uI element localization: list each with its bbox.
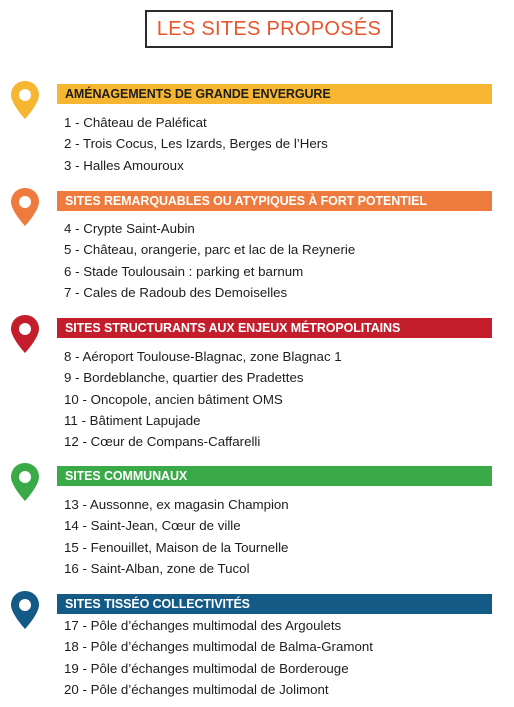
list-item: 2 - Trois Cocus, Les Izards, Berges de l’Hers <box>64 136 328 152</box>
list-item: 10 - Oncopole, ancien bâtiment OMS <box>64 391 283 407</box>
list-item: 17 - Pôle d’échanges multimodal des Argoulets <box>64 618 342 633</box>
page-title: LES SITES PROPOSÉS <box>156 17 382 40</box>
list-item: 15 - Fenouillet, Maison de la Tournelle <box>64 539 289 555</box>
section-band <box>57 594 492 614</box>
list-item: 4 - Crypte Saint-Aubin <box>64 221 195 236</box>
list-item: 14 - Saint-Jean, Cœur de ville <box>64 518 241 534</box>
list-item: 8 - Aéroport Toulouse-Blagnac, zone Blagnac 1 <box>64 349 342 364</box>
section-band <box>57 191 492 211</box>
map-pin-icon <box>9 187 41 227</box>
list-item: 11 - Bâtiment Lapujade <box>64 412 201 428</box>
list-item: 5 - Château, orangerie, parc et lac de la Reynerie <box>64 242 356 258</box>
pin-hole <box>19 323 31 335</box>
list-item: 20 - Pôle d’échanges multimodal de Jolimont <box>64 681 329 697</box>
list-item: 9 - Bordeblanche, quartier des Pradettes <box>64 370 304 386</box>
map-pin-icon <box>9 314 41 354</box>
list-item: 13 - Aussonne, ex magasin Champion <box>64 497 289 512</box>
site-list <box>64 346 342 452</box>
section-label: SITES REMARQUABLES OU ATYPIQUES À FORT POTENTIEL <box>65 194 427 208</box>
list-item: 16 - Saint-Alban, zone de Tucol <box>64 560 250 576</box>
list-item: 12 - Cœur de Compans-Caffarelli <box>64 434 261 450</box>
map-pin-icon <box>9 462 41 502</box>
list-item: 7 - Cales de Radoub des Demoiselles <box>64 284 288 300</box>
site-list <box>64 218 355 303</box>
list-item: 1 - Château de Paléficat <box>64 115 207 130</box>
section-label: AMÉNAGEMENTS DE GRANDE ENVERGURE <box>65 87 331 101</box>
site-list <box>64 494 289 579</box>
section-band <box>57 84 492 104</box>
pin-hole <box>19 599 31 611</box>
site-list <box>64 112 328 176</box>
section-label: SITES COMMUNAUX <box>65 469 188 483</box>
list-item: 3 - Halles Amouroux <box>64 157 184 173</box>
list-item: 6 - Stade Toulousain : parking et barnum <box>64 263 304 279</box>
section-band <box>57 466 492 486</box>
pin-hole <box>19 196 31 208</box>
map-pin-icon <box>9 80 41 120</box>
list-item: 19 - Pôle d’échanges multimodal de Borderouge <box>64 660 349 676</box>
list-item: 18 - Pôle d’échanges multimodal de Balma-Gramont <box>64 639 373 655</box>
site-list <box>64 615 373 700</box>
section-label: SITES TISSÉO COLLECTIVITÉS <box>65 597 250 611</box>
title-box <box>145 10 393 48</box>
map-pin-icon <box>9 590 41 630</box>
pin-hole <box>19 471 31 483</box>
pin-hole <box>19 89 31 101</box>
section-band <box>57 318 492 338</box>
section-label: SITES STRUCTURANTS AUX ENJEUX MÉTROPOLITAINS <box>65 321 401 335</box>
